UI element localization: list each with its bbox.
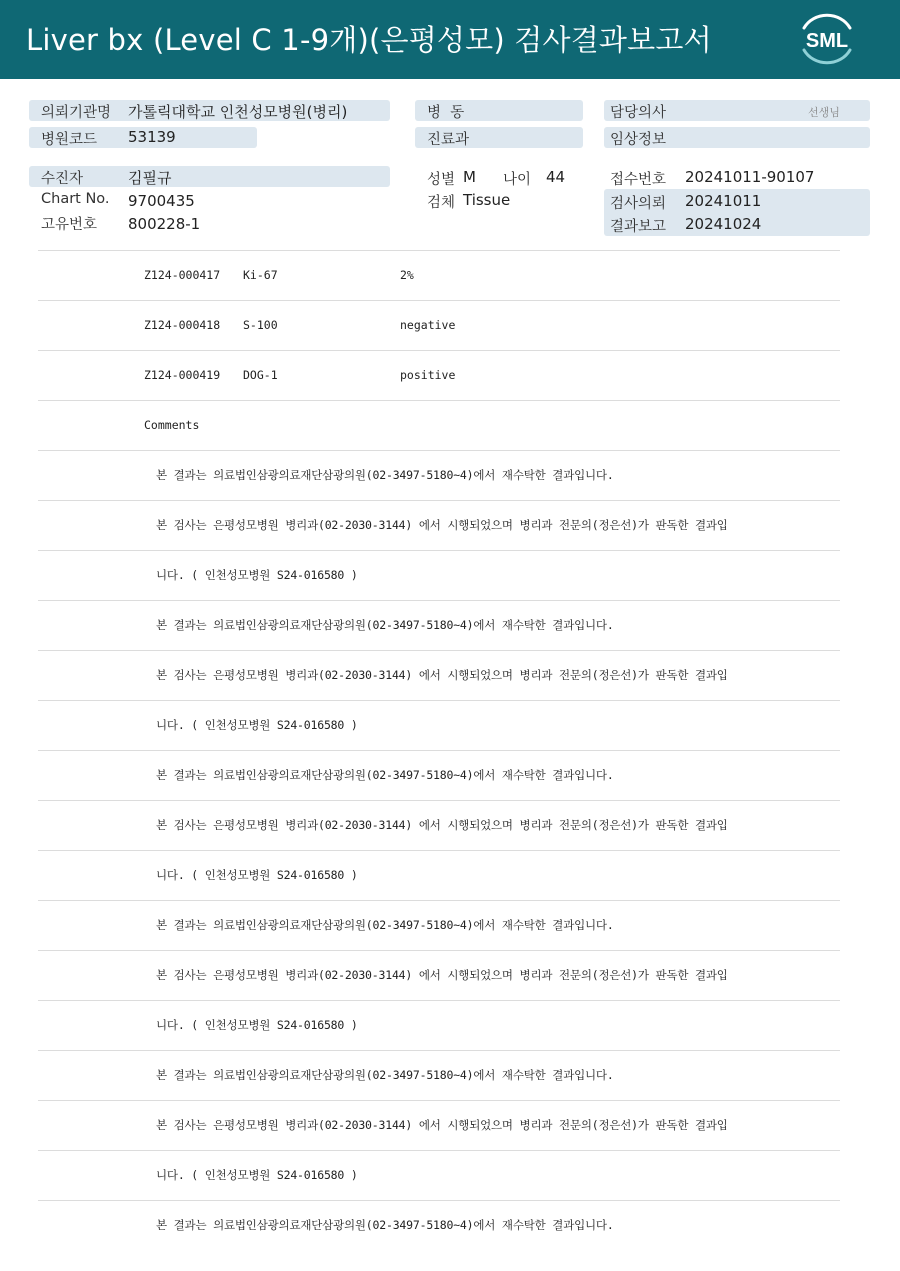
logo-text: SML: [805, 30, 849, 52]
comment-line: [38, 1050, 840, 1100]
comment-line: [38, 450, 840, 500]
table-row: [38, 250, 840, 300]
result-code: Z124-000419: [144, 368, 221, 382]
comments-label: Comments: [144, 418, 200, 432]
institution-label: 의뢰기관명: [41, 105, 112, 121]
age-label: 나이: [503, 172, 532, 188]
report-header: [0, 0, 900, 79]
comment-line: [38, 600, 840, 650]
ward-label: 병 동: [427, 105, 465, 121]
doctor-suffix: 선생님: [808, 106, 840, 119]
comment-line: [38, 1100, 840, 1150]
unique-label: 고유번호: [41, 217, 98, 233]
receipt-value: 20241011-90107: [685, 168, 815, 186]
comment-line: [38, 900, 840, 950]
chart-label: Chart No.: [41, 191, 110, 207]
comment-text: 본 결과는 의료법인삼광의료재단삼광의원(02-3497-5180~4)에서 재수탁한 결과입니다.: [156, 1068, 614, 1082]
report-title: Liver bx (Level C 1-9개)(은평성모) 검사결과보고서: [26, 23, 712, 57]
comment-line: [38, 550, 840, 600]
age-value: 44: [546, 168, 566, 186]
comment-text: 니다. ( 인천성모병원 S24-016580 ): [156, 1168, 358, 1182]
comment-text: 니다. ( 인천성모병원 S24-016580 ): [156, 568, 358, 582]
sex-label: 성별: [427, 172, 456, 188]
comment-text: 니다. ( 인천성모병원 S24-016580 ): [156, 1018, 358, 1032]
comment-text: 본 검사는 은평성모병원 병리과(02-2030-3144) 에서 시행되었으며 병리과 전문의(정은선)가 판독한 결과입: [156, 668, 728, 682]
receipt-label: 접수번호: [610, 172, 667, 188]
comment-text: 니다. ( 인천성모병원 S24-016580 ): [156, 718, 358, 732]
report-label: 결과보고: [610, 219, 667, 235]
result-value: negative: [400, 318, 456, 332]
department-label: 진료과: [427, 132, 470, 148]
hospital-code-label: 병원코드: [41, 132, 98, 148]
institution-value: 가톨릭대학교 인천성모병원(병리): [128, 103, 348, 121]
result-test: DOG-1: [243, 368, 278, 382]
comment-line: [38, 750, 840, 800]
result-code: Z124-000417: [144, 268, 221, 282]
comment-line: [38, 800, 840, 850]
table-row: [38, 300, 840, 350]
comment-text: 본 검사는 은평성모병원 병리과(02-2030-3144) 에서 시행되었으며 병리과 전문의(정은선)가 판독한 결과입: [156, 818, 728, 832]
specimen-label: 검체: [427, 195, 456, 211]
result-code: Z124-000418: [144, 318, 221, 332]
comment-line: [38, 700, 840, 750]
chart-value: 9700435: [128, 192, 195, 210]
request-label: 검사의뢰: [610, 196, 667, 212]
patient-box: [29, 166, 390, 187]
result-value: positive: [400, 368, 456, 382]
clinical-info-label: 임상정보: [610, 132, 667, 148]
comment-line: [38, 1000, 840, 1050]
report-value: 20241024: [685, 215, 762, 233]
sex-value: M: [463, 168, 476, 186]
result-value: 2%: [400, 268, 414, 282]
comment-text: 니다. ( 인천성모병원 S24-016580 ): [156, 868, 358, 882]
comment-text: 본 결과는 의료법인삼광의료재단삼광의원(02-3497-5180~4)에서 재수탁한 결과입니다.: [156, 468, 614, 482]
table-row: [38, 350, 840, 400]
unique-value: 800228-1: [128, 215, 201, 233]
comment-text: 본 검사는 은평성모병원 병리과(02-2030-3144) 에서 시행되었으며 병리과 전문의(정은선)가 판독한 결과입: [156, 1118, 728, 1132]
request-value: 20241011: [685, 192, 762, 210]
comment-text: 본 결과는 의료법인삼광의료재단삼광의원(02-3497-5180~4)에서 재수탁한 결과입니다.: [156, 1218, 614, 1232]
specimen-value: Tissue: [463, 191, 511, 209]
comment-text: 본 검사는 은평성모병원 병리과(02-2030-3144) 에서 시행되었으며 병리과 전문의(정은선)가 판독한 결과입: [156, 968, 728, 982]
comment-line: [38, 850, 840, 900]
patient-value: 김필규: [128, 169, 172, 187]
hospital-code-value: 53139: [128, 128, 176, 146]
comment-line: [38, 500, 840, 550]
comment-text: 본 결과는 의료법인삼광의료재단삼광의원(02-3497-5180~4)에서 재수탁한 결과입니다.: [156, 618, 614, 632]
comments-header-row: [38, 400, 840, 450]
comment-text: 본 검사는 은평성모병원 병리과(02-2030-3144) 에서 시행되었으며 병리과 전문의(정은선)가 판독한 결과입: [156, 518, 728, 532]
sml-logo-icon: [796, 10, 858, 68]
result-test: Ki-67: [243, 268, 278, 282]
comment-text: 본 결과는 의료법인삼광의료재단삼광의원(02-3497-5180~4)에서 재수탁한 결과입니다.: [156, 768, 614, 782]
comment-line: [38, 1150, 840, 1200]
comment-line: [38, 950, 840, 1000]
comment-line: [38, 1200, 840, 1250]
doctor-label: 담당의사: [610, 105, 667, 121]
comment-line: [38, 650, 840, 700]
patient-label: 수진자: [41, 171, 84, 187]
result-test: S-100: [243, 318, 278, 332]
comment-text: 본 결과는 의료법인삼광의료재단삼광의원(02-3497-5180~4)에서 재수탁한 결과입니다.: [156, 918, 614, 932]
